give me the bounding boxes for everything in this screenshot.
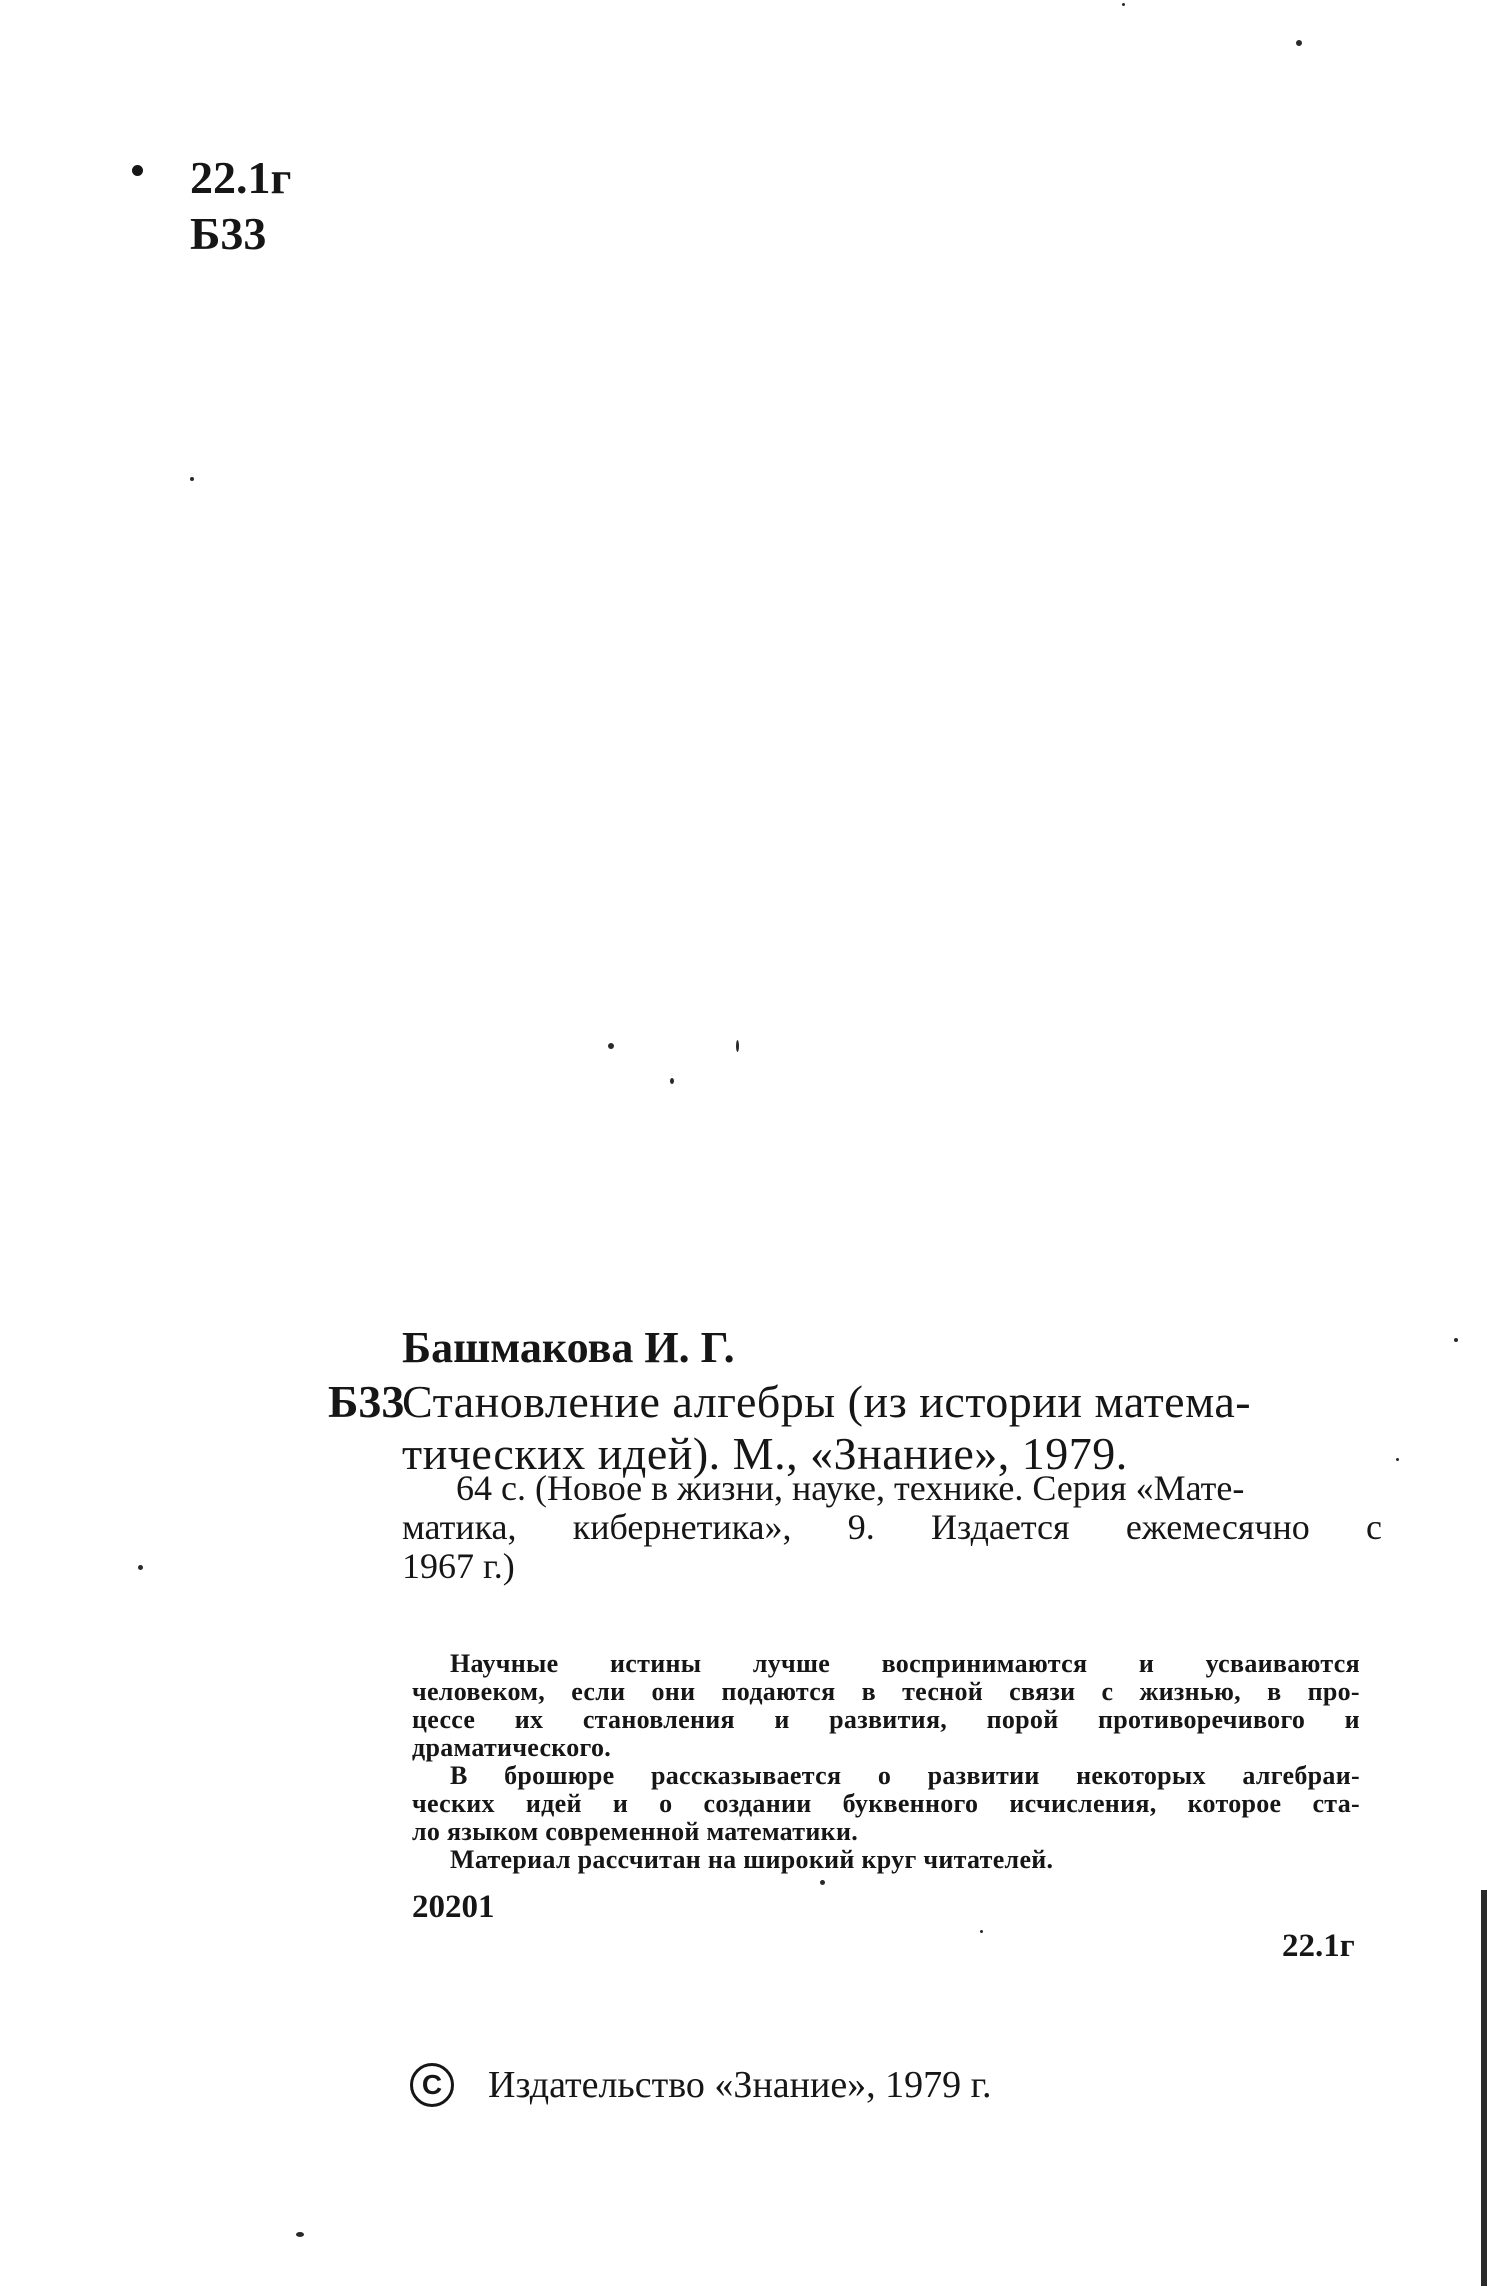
description-line-3: 1967 г.) bbox=[402, 1546, 515, 1586]
word: исчисления, bbox=[1009, 1789, 1157, 1818]
word: идей bbox=[525, 1789, 582, 1818]
description-word: 9. bbox=[847, 1507, 875, 1547]
annotation-line: Материал рассчитан на широкий круг читателей. bbox=[450, 1845, 1054, 1874]
word: буквенного bbox=[842, 1789, 979, 1818]
description-line-2 bbox=[402, 1506, 1382, 1548]
publication-number: 20201 bbox=[412, 1889, 495, 1925]
description-word: с bbox=[1366, 1507, 1382, 1547]
word: ческих bbox=[412, 1789, 495, 1818]
word: про- bbox=[1307, 1677, 1360, 1706]
annotation-line bbox=[412, 1678, 1360, 1706]
bottom-index: 22.1г bbox=[1282, 1928, 1355, 1964]
word: ста- bbox=[1312, 1789, 1360, 1818]
word: их bbox=[514, 1705, 544, 1734]
annotation-line bbox=[412, 1650, 1360, 1678]
word: истины bbox=[610, 1649, 702, 1678]
copyright-icon: C bbox=[410, 2063, 454, 2107]
word: противоречивого bbox=[1097, 1705, 1306, 1734]
word: в bbox=[861, 1677, 876, 1706]
annotation-line: драматического. bbox=[412, 1733, 612, 1762]
word: если bbox=[571, 1677, 626, 1706]
word: и bbox=[774, 1705, 790, 1734]
word: цессе bbox=[412, 1705, 476, 1734]
book-title-line-1: Становление алгебры (из истории матема- bbox=[402, 1376, 1252, 1427]
word: воспринимаются bbox=[881, 1649, 1088, 1678]
word: рассказывается bbox=[650, 1761, 842, 1790]
word: некоторых bbox=[1076, 1761, 1206, 1790]
word: в bbox=[1267, 1677, 1282, 1706]
word: и bbox=[1344, 1705, 1360, 1734]
annotation-line bbox=[412, 1706, 1360, 1734]
word: о bbox=[877, 1761, 892, 1790]
copyright-text: Издательство «Знание», 1979 г. bbox=[488, 2064, 992, 2106]
description-word: ежемесячно bbox=[1125, 1507, 1310, 1547]
word: развитии bbox=[927, 1761, 1040, 1790]
word: усваиваются bbox=[1205, 1649, 1360, 1678]
word: Научные bbox=[450, 1649, 559, 1678]
word: лучше bbox=[752, 1649, 831, 1678]
word: становления bbox=[582, 1705, 735, 1734]
word: о bbox=[659, 1789, 673, 1818]
word: порой bbox=[986, 1705, 1059, 1734]
word: подаются bbox=[721, 1677, 836, 1706]
word: тесной bbox=[902, 1677, 984, 1706]
shelf-index: 22.1г bbox=[190, 152, 292, 203]
word: они bbox=[651, 1677, 696, 1706]
copyright-line bbox=[410, 2063, 991, 2107]
word: и bbox=[1138, 1649, 1155, 1678]
word: алгебраи- bbox=[1242, 1761, 1360, 1790]
card-cutter: Б33 bbox=[328, 1376, 405, 1427]
word: развития, bbox=[829, 1705, 948, 1734]
book-title-line-2: тических идей). М., «Знание», 1979. bbox=[402, 1428, 1128, 1479]
word: В bbox=[450, 1761, 468, 1790]
word: брошюре bbox=[504, 1761, 615, 1790]
word: с bbox=[1101, 1677, 1114, 1706]
word: жизнью, bbox=[1139, 1677, 1241, 1706]
word: которое bbox=[1187, 1789, 1282, 1818]
annotation-line bbox=[412, 1762, 1360, 1790]
bullet-mark bbox=[132, 165, 143, 176]
description-word: матика, bbox=[402, 1507, 517, 1547]
word: связи bbox=[1009, 1677, 1076, 1706]
annotation-line bbox=[412, 1790, 1360, 1818]
word: и bbox=[612, 1789, 629, 1818]
annotation-block bbox=[412, 1650, 1360, 1874]
description-line-1: 64 с. (Новое в жизни, науке, технике. Серия «Мате- bbox=[456, 1468, 1245, 1508]
shelf-mark bbox=[190, 150, 291, 262]
description-word: кибернетика», bbox=[572, 1507, 792, 1547]
word: человеком, bbox=[412, 1677, 546, 1706]
description-word: Издается bbox=[931, 1507, 1070, 1547]
shelf-cutter: Б33 bbox=[190, 208, 267, 259]
author-name: Башмакова И. Г. bbox=[402, 1323, 735, 1372]
word: создании bbox=[703, 1789, 812, 1818]
annotation-line: ло языком современной математики. bbox=[412, 1817, 859, 1846]
